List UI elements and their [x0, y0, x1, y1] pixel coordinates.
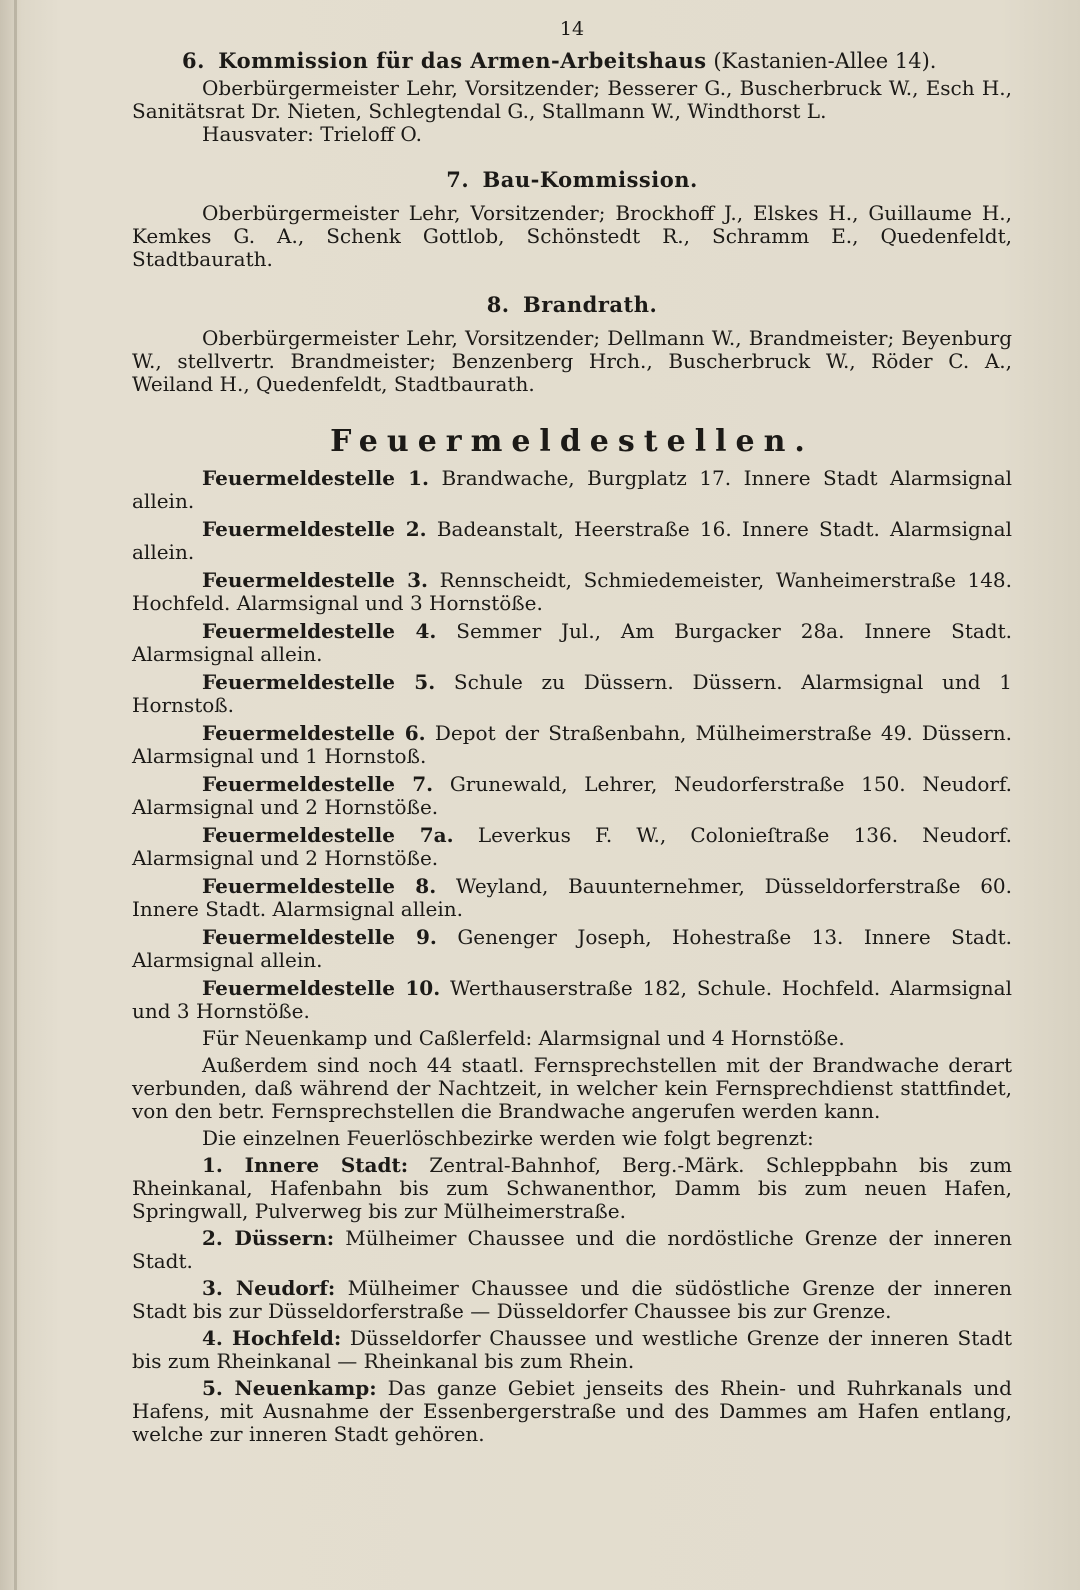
entry-text: Rennscheidt, Schmiedemeister, Wanheimerstraße 148. Hochfeld. Alarmsignal und 3 Hornstöße. — [132, 568, 1013, 615]
entry-label: Feuermeldestelle 9. — [202, 925, 437, 949]
feuermeldestelle-3 — [132, 569, 1012, 615]
section-6-members: Oberbürgermeister Lehr, Vorsitzender; Besserer G., Buscherbruck W., Esch H., Sanitätsrat Dr. Nieten, Schlegtendal G., Stallmann W., Windthorst L. — [132, 76, 1012, 123]
bezirk-1 — [132, 1154, 1012, 1223]
section-7-members: Oberbürgermeister Lehr, Vorsitzender; Brockhoff J., Elskes H., Guillaume H., Kemkes G. A., Schenk Gottlob, Schönstedt R., Schramm E., Quedenfeldt, Stadtbaurath. — [132, 201, 1012, 271]
section-7-heading — [132, 168, 1012, 192]
bezirk-label: 2. Düssern: — [202, 1226, 335, 1250]
feuermeldestelle-2 — [132, 518, 1012, 564]
bezirk-text: Das ganze Gebiet jenseits des Rhein- und Ruhrkanals und Hafens, mit Ausnahme der Essenbergerstraße und des Dammes am Hafen entlang, welche zur inneren Stadt gehören. — [132, 1376, 1012, 1446]
section-6 — [132, 49, 1012, 146]
section-8-heading — [132, 293, 1012, 317]
entry-text: Semmer Jul., Am Burgacker 28a. Innere Stadt. Alarmsignal allein. — [132, 619, 1013, 666]
entry-label: Feuermeldestelle 4. — [202, 619, 437, 643]
note-neuenkamp — [132, 1027, 1012, 1050]
feuermeldestelle-1 — [132, 467, 1012, 513]
entry-text: Grunewald, Lehrer, Neudorferstraße 150. Neudorf. Alarmsignal und 2 Hornstöße. — [132, 772, 1012, 819]
section-8-members: Oberbürgermeister Lehr, Vorsitzender; Dellmann W., Brandmeister; Beyenburg W., stellvertr. Brandmeister; Benzenberg Hrch., Buscherbruck W., Röder C. A., Weiland H., Quedenfeldt, Stadtbaurath. — [132, 326, 1012, 396]
bezirk-4 — [132, 1327, 1012, 1373]
feuermeldestelle-10 — [132, 977, 1012, 1023]
section-8-number: 8. — [486, 292, 510, 317]
entry-text: Leverkus F. W., Colonieſtraße 136. Neudorf. Alarmsignal und 2 Hornstöße. — [132, 823, 1012, 870]
feuermeldestelle-5 — [132, 671, 1012, 717]
entry-label: Feuermeldestelle 6. — [202, 721, 426, 745]
section-7-number: 7. — [446, 167, 470, 192]
note-bezirke-intro — [132, 1127, 1012, 1150]
entry-label: Feuermeldestelle 7a. — [202, 823, 454, 847]
page-content — [132, 14, 1012, 1446]
section-6-hausvater: Hausvater: Trieloff O. — [202, 122, 422, 146]
entry-label: Feuermeldestelle 8. — [202, 874, 437, 898]
entry-text: Schule zu Düssern. Düssern. Alarmsignal und 1 Hornstoß. — [132, 670, 1013, 717]
bezirk-label: 4. Hochfeld: — [202, 1326, 342, 1350]
section-7 — [132, 168, 1012, 271]
entry-text: Badeanstalt, Heerstraße 16. Innere Stadt. Alarmsignal allein. — [132, 517, 1012, 564]
bezirk-text: Düsseldorfer Chaussee und westliche Grenze der inneren Stadt bis zum Rheinkanal — Rheinkanal bis zum Rhein. — [132, 1326, 1012, 1373]
bezirk-text: Mülheimer Chaussee und die südöstliche Grenze der inneren Stadt bis zur Düsseldorferstraße — Düsseldorfer Chaussee bis zur Grenze. — [132, 1276, 1012, 1323]
feuermeldestelle-9 — [132, 926, 1012, 972]
entry-label: Feuermeldestelle 7. — [202, 772, 434, 796]
feuermeldestelle-7a — [132, 824, 1012, 870]
main-heading: Feuermeldestellen. — [330, 424, 814, 459]
entry-text: Werthauserstraße 182, Schule. Hochfeld. Alarmsignal und 3 Hornstöße. — [132, 976, 1013, 1023]
feuermeldestelle-6 — [132, 722, 1012, 768]
feuermeldestelle-4 — [132, 620, 1012, 666]
entry-label: Feuermeldestelle 1. — [202, 466, 429, 490]
section-8-title: Brandrath. — [522, 292, 658, 317]
entry-label: Feuermeldestelle 10. — [202, 976, 441, 1000]
page-edge-shadow — [14, 0, 17, 1590]
feuermeldestelle-7 — [132, 773, 1012, 819]
section-8 — [132, 293, 1012, 396]
section-6-title: Kommission für das Armen-Arbeitshaus — [218, 48, 707, 73]
entry-text: Brandwache, Burgplatz 17. Innere Stadt Alarmsignal allein. — [132, 466, 1013, 513]
bezirk-label: 3. Neudorf: — [202, 1276, 336, 1300]
note-fernsprechstellen — [132, 1054, 1012, 1123]
bezirk-text: Zentral-Bahnhof, Berg.-Märk. Schleppbahn bis zum Rheinkanal, Hafenbahn bis zum Schwanenthor, Damm bis zum neuen Hafen, Springwall, Pulverweg bis zur Mülheimerstraße. — [132, 1153, 1012, 1223]
section-6-number: 6. — [182, 48, 205, 73]
entry-label: Feuermeldestelle 5. — [202, 670, 436, 694]
bezirk-label: 1. Innere Stadt: — [202, 1153, 409, 1177]
bezirk-label: 5. Neuenkamp: — [202, 1376, 377, 1400]
bezirk-5 — [132, 1377, 1012, 1446]
entry-text: Weyland, Bauunternehmer, Düsseldorferstraße 60. Innere Stadt. Alarmsignal allein. — [132, 874, 1013, 921]
bezirk-2 — [132, 1227, 1012, 1273]
note-neuenkamp-text: Für Neuenkamp und Caßlerfeld: Alarmsignal und 4 Hornstöße. — [202, 1026, 845, 1050]
entry-label: Feuermeldestelle 3. — [202, 568, 429, 592]
bezirk-text: Mülheimer Chaussee und die nordöstliche Grenze der inneren Stadt. — [132, 1226, 1012, 1273]
section-6-heading — [182, 49, 1012, 73]
section-6-title-suffix: (Kastanien-Allee 14). — [713, 49, 937, 73]
bezirk-3 — [132, 1277, 1012, 1323]
feuermeldestelle-8 — [132, 875, 1012, 921]
entry-text: Depot der Straßenbahn, Mülheimerstraße 49. Düssern. Alarmsignal und 1 Hornstoß. — [132, 721, 1013, 768]
page-number: 14 — [559, 18, 585, 40]
entry-label: Feuermeldestelle 2. — [202, 517, 427, 541]
entry-text: Genenger Joseph, Hohestraße 13. Innere Stadt. Alarmsignal allein. — [132, 925, 1013, 972]
note-fernsprechstellen-text: Außerdem sind noch 44 staatl. Fernsprechstellen mit der Brandwache derart verbunden, daß während der Nachtzeit, in welcher kein Fernsprechdienst stattfindet, von den betr. Fernsprechstellen die Brandwache angerufen werden kann. — [132, 1053, 1012, 1123]
note-bezirke-intro-text: Die einzelnen Feuerlöschbezirke werden wie folgt begrenzt: — [202, 1126, 814, 1150]
section-7-title: Bau-Kommission. — [482, 167, 698, 192]
